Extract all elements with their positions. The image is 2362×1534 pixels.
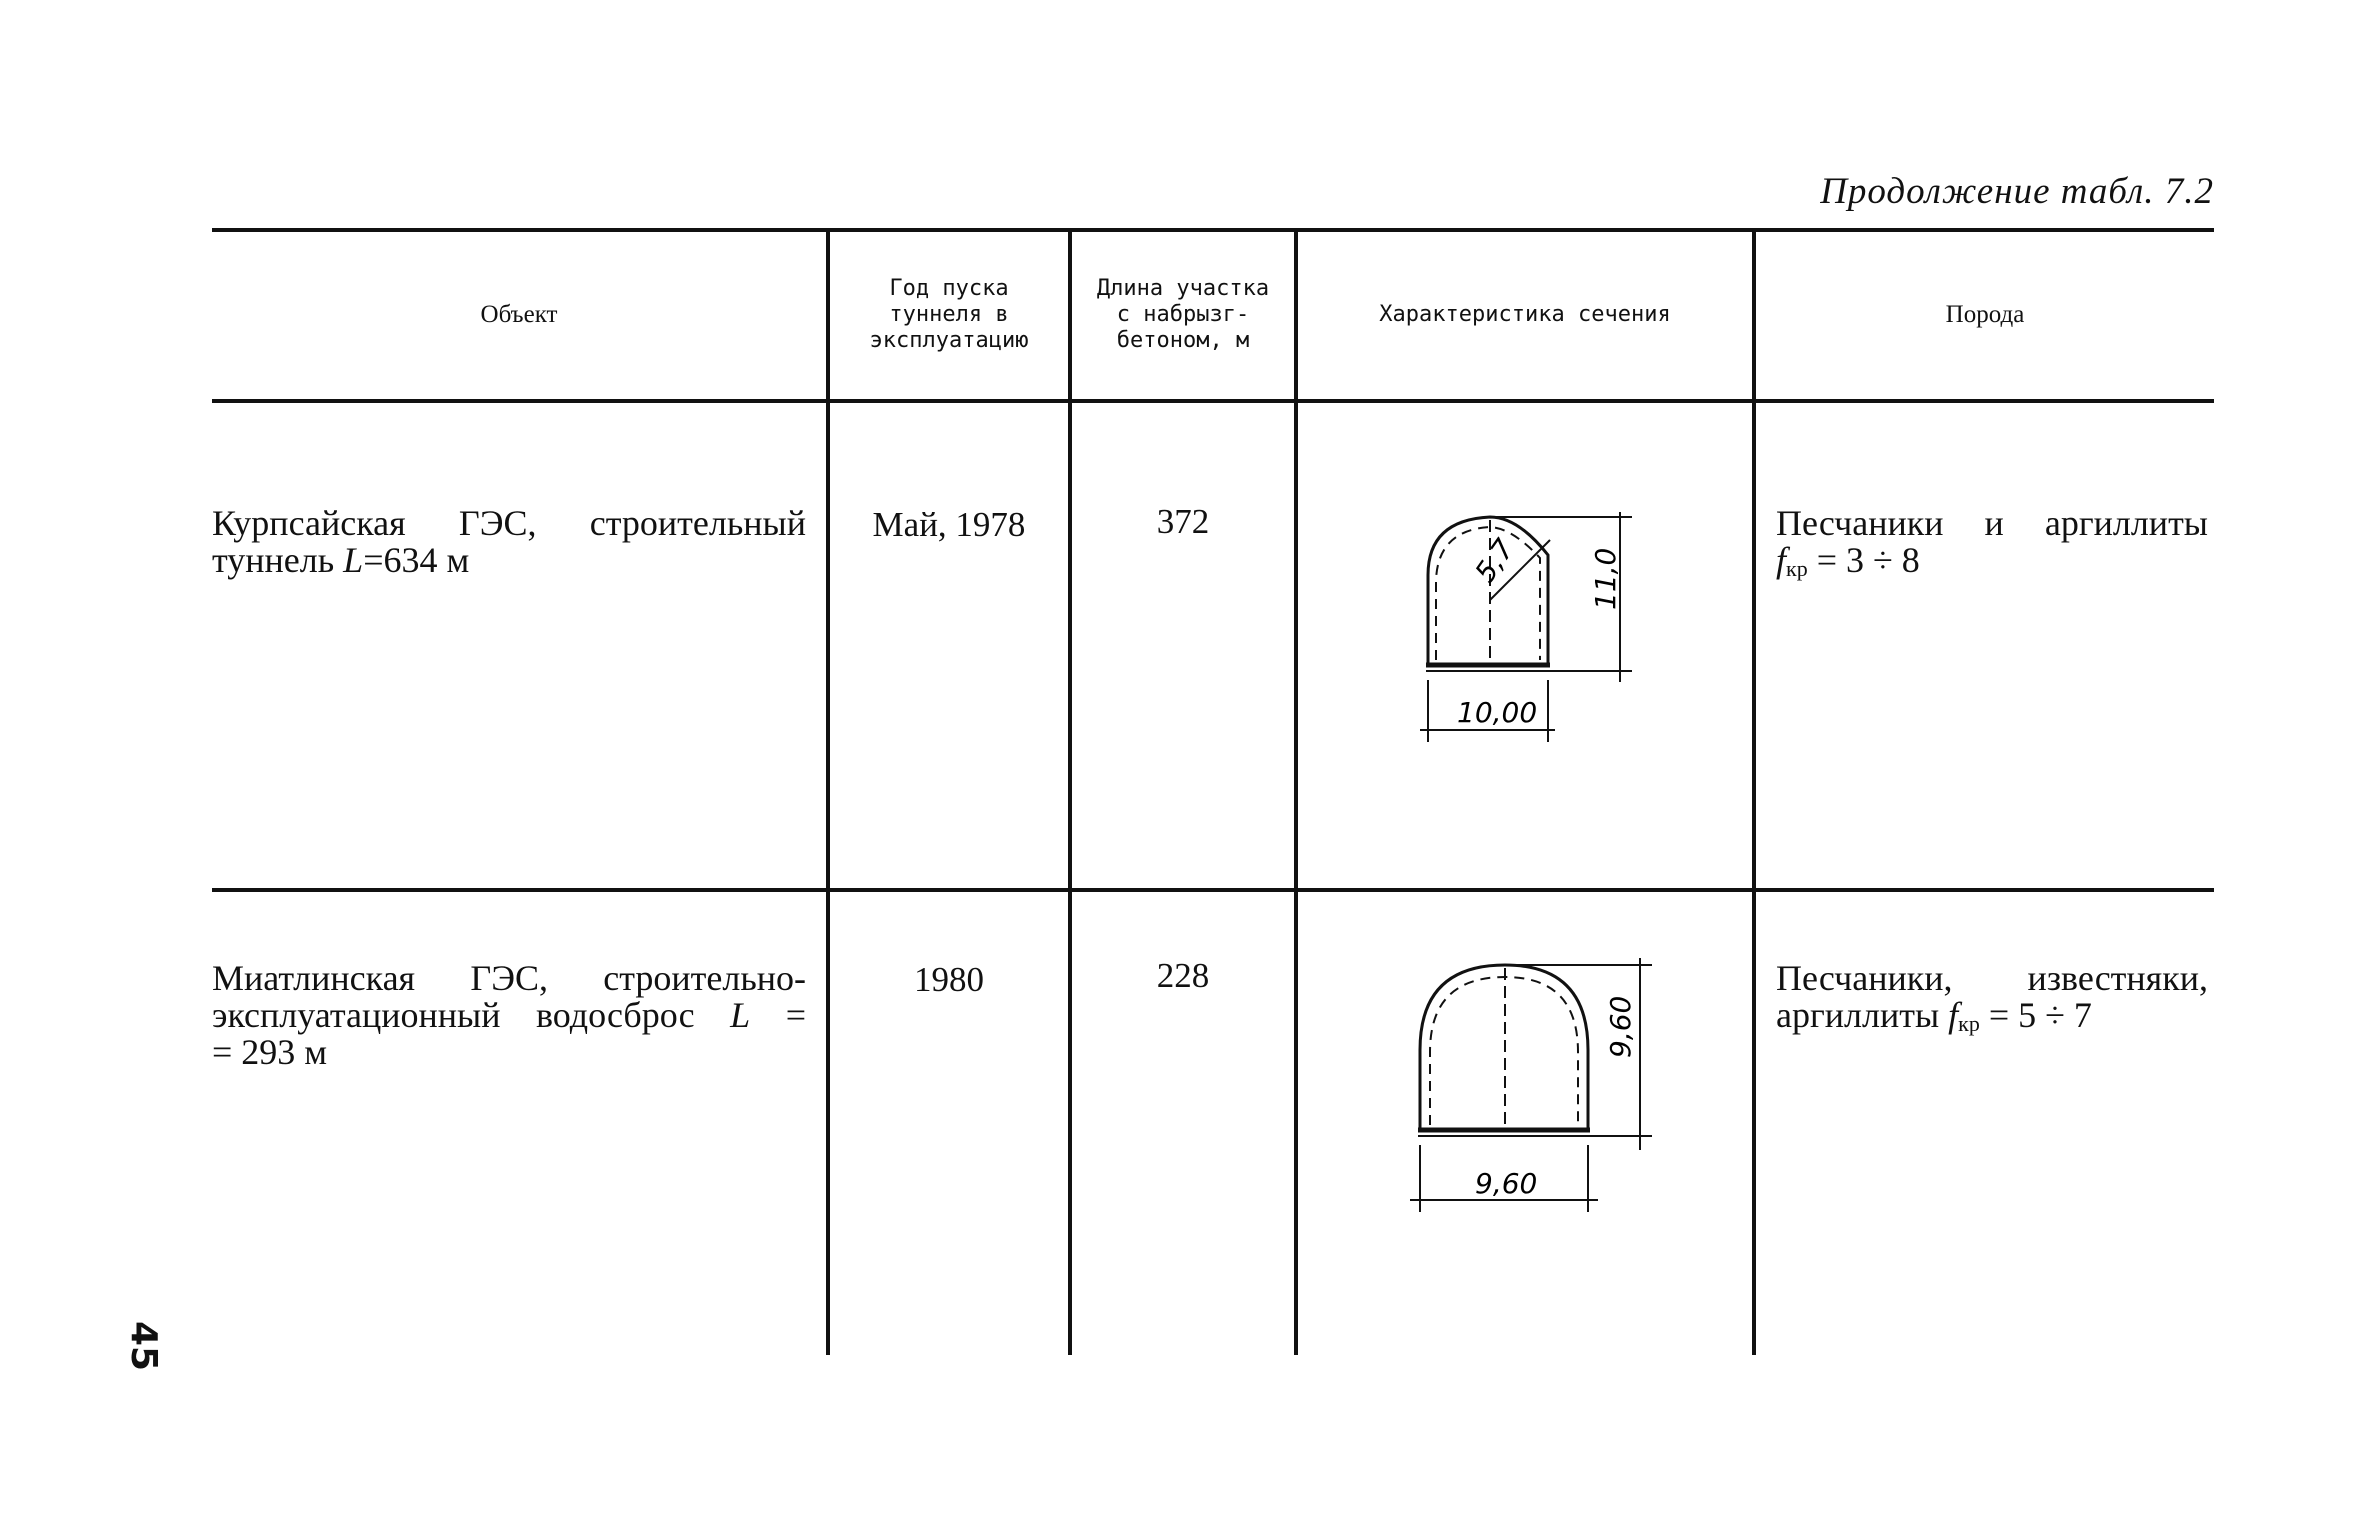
column-divider-4	[1752, 230, 1756, 1355]
row2-object-line2	[212, 997, 806, 1034]
row2-rock	[1776, 960, 2208, 1042]
row2-year: 1980	[914, 960, 984, 999]
table-caption: Продолжение табл. 7.2	[1820, 171, 2214, 212]
header-rock	[1756, 232, 2214, 398]
row2-object-var: L	[730, 995, 751, 1035]
header-bottom-rule	[212, 399, 2214, 403]
header-object	[212, 232, 826, 398]
header-length	[1072, 232, 1294, 398]
header-year-line: Год пуска	[889, 276, 1009, 301]
row1-year: Май, 1978	[872, 505, 1026, 544]
header-length-line: с набрызг-	[1116, 302, 1250, 327]
row1-object-suffix: =634 м	[363, 540, 470, 580]
header-section-label: Характеристика сечения	[1379, 302, 1671, 327]
row2-object	[212, 960, 806, 1071]
row1-rock-sub: кр	[1786, 556, 1808, 581]
header-length-line: бетоном, м	[1116, 328, 1250, 353]
row2-object-line3: = 293 м	[212, 1032, 328, 1072]
row1-rock-f: f	[1776, 540, 1787, 580]
row-divider	[212, 888, 2214, 892]
row2-object-prefix: эксплуатационный водосброс	[212, 995, 731, 1035]
row1-object-var: L	[343, 540, 364, 580]
header-length-line: Длина участка	[1096, 276, 1270, 301]
row1-rock-line1: Песчаники и аргиллиты	[1776, 503, 2208, 543]
row2-section-diagram	[1390, 950, 1680, 1220]
row1-object-prefix: туннель	[212, 540, 344, 580]
row1-rock-formula: = 3 ÷ 8	[1807, 540, 1920, 580]
row2-width-label: 9,60	[1475, 1167, 1538, 1200]
row1-section-diagram	[1400, 500, 1660, 750]
row1-object	[212, 505, 806, 579]
header-year-line: эксплуатацию	[869, 328, 1029, 353]
header-section	[1298, 232, 1752, 398]
row2-rock-line2	[1776, 997, 2208, 1042]
row2-rock-f: f	[1948, 995, 1959, 1035]
row1-radius-label: 5,7	[1468, 533, 1521, 589]
row1-outline	[1428, 517, 1548, 665]
row1-rock	[1776, 505, 2208, 587]
row2-height-label: 9,60	[1604, 995, 1637, 1058]
row1-height-label: 11,0	[1589, 547, 1622, 610]
header-year-line: туннеля в	[889, 302, 1009, 327]
row2-rock-formula: = 5 ÷ 7	[1979, 995, 2092, 1035]
row2-rock-sub: кр	[1958, 1011, 1980, 1036]
header-rock-label: Порода	[1945, 301, 2025, 328]
row2-rock-prefix: аргиллиты	[1776, 995, 1949, 1035]
header-object-label: Объект	[480, 301, 558, 328]
row1-rock-line2	[1776, 542, 2208, 587]
row1-object-line2	[212, 542, 806, 579]
row2-length: 228	[1156, 956, 1210, 995]
page-number: 45	[123, 1321, 164, 1372]
row2-object-line1: Миатлинская ГЭС, строительно-	[212, 958, 806, 998]
header-year	[830, 232, 1068, 398]
row2-rock-line1: Песчаники, известняки,	[1776, 958, 2208, 998]
column-divider-3	[1294, 230, 1298, 1355]
row2-object-suffix: =	[750, 995, 807, 1035]
row1-object-line1: Курпсайская ГЭС, строительный	[212, 503, 806, 543]
row1-length: 372	[1156, 502, 1210, 541]
column-divider-2	[1068, 230, 1072, 1355]
row1-width-label: 10,00	[1457, 696, 1538, 729]
column-divider-1	[826, 230, 830, 1355]
